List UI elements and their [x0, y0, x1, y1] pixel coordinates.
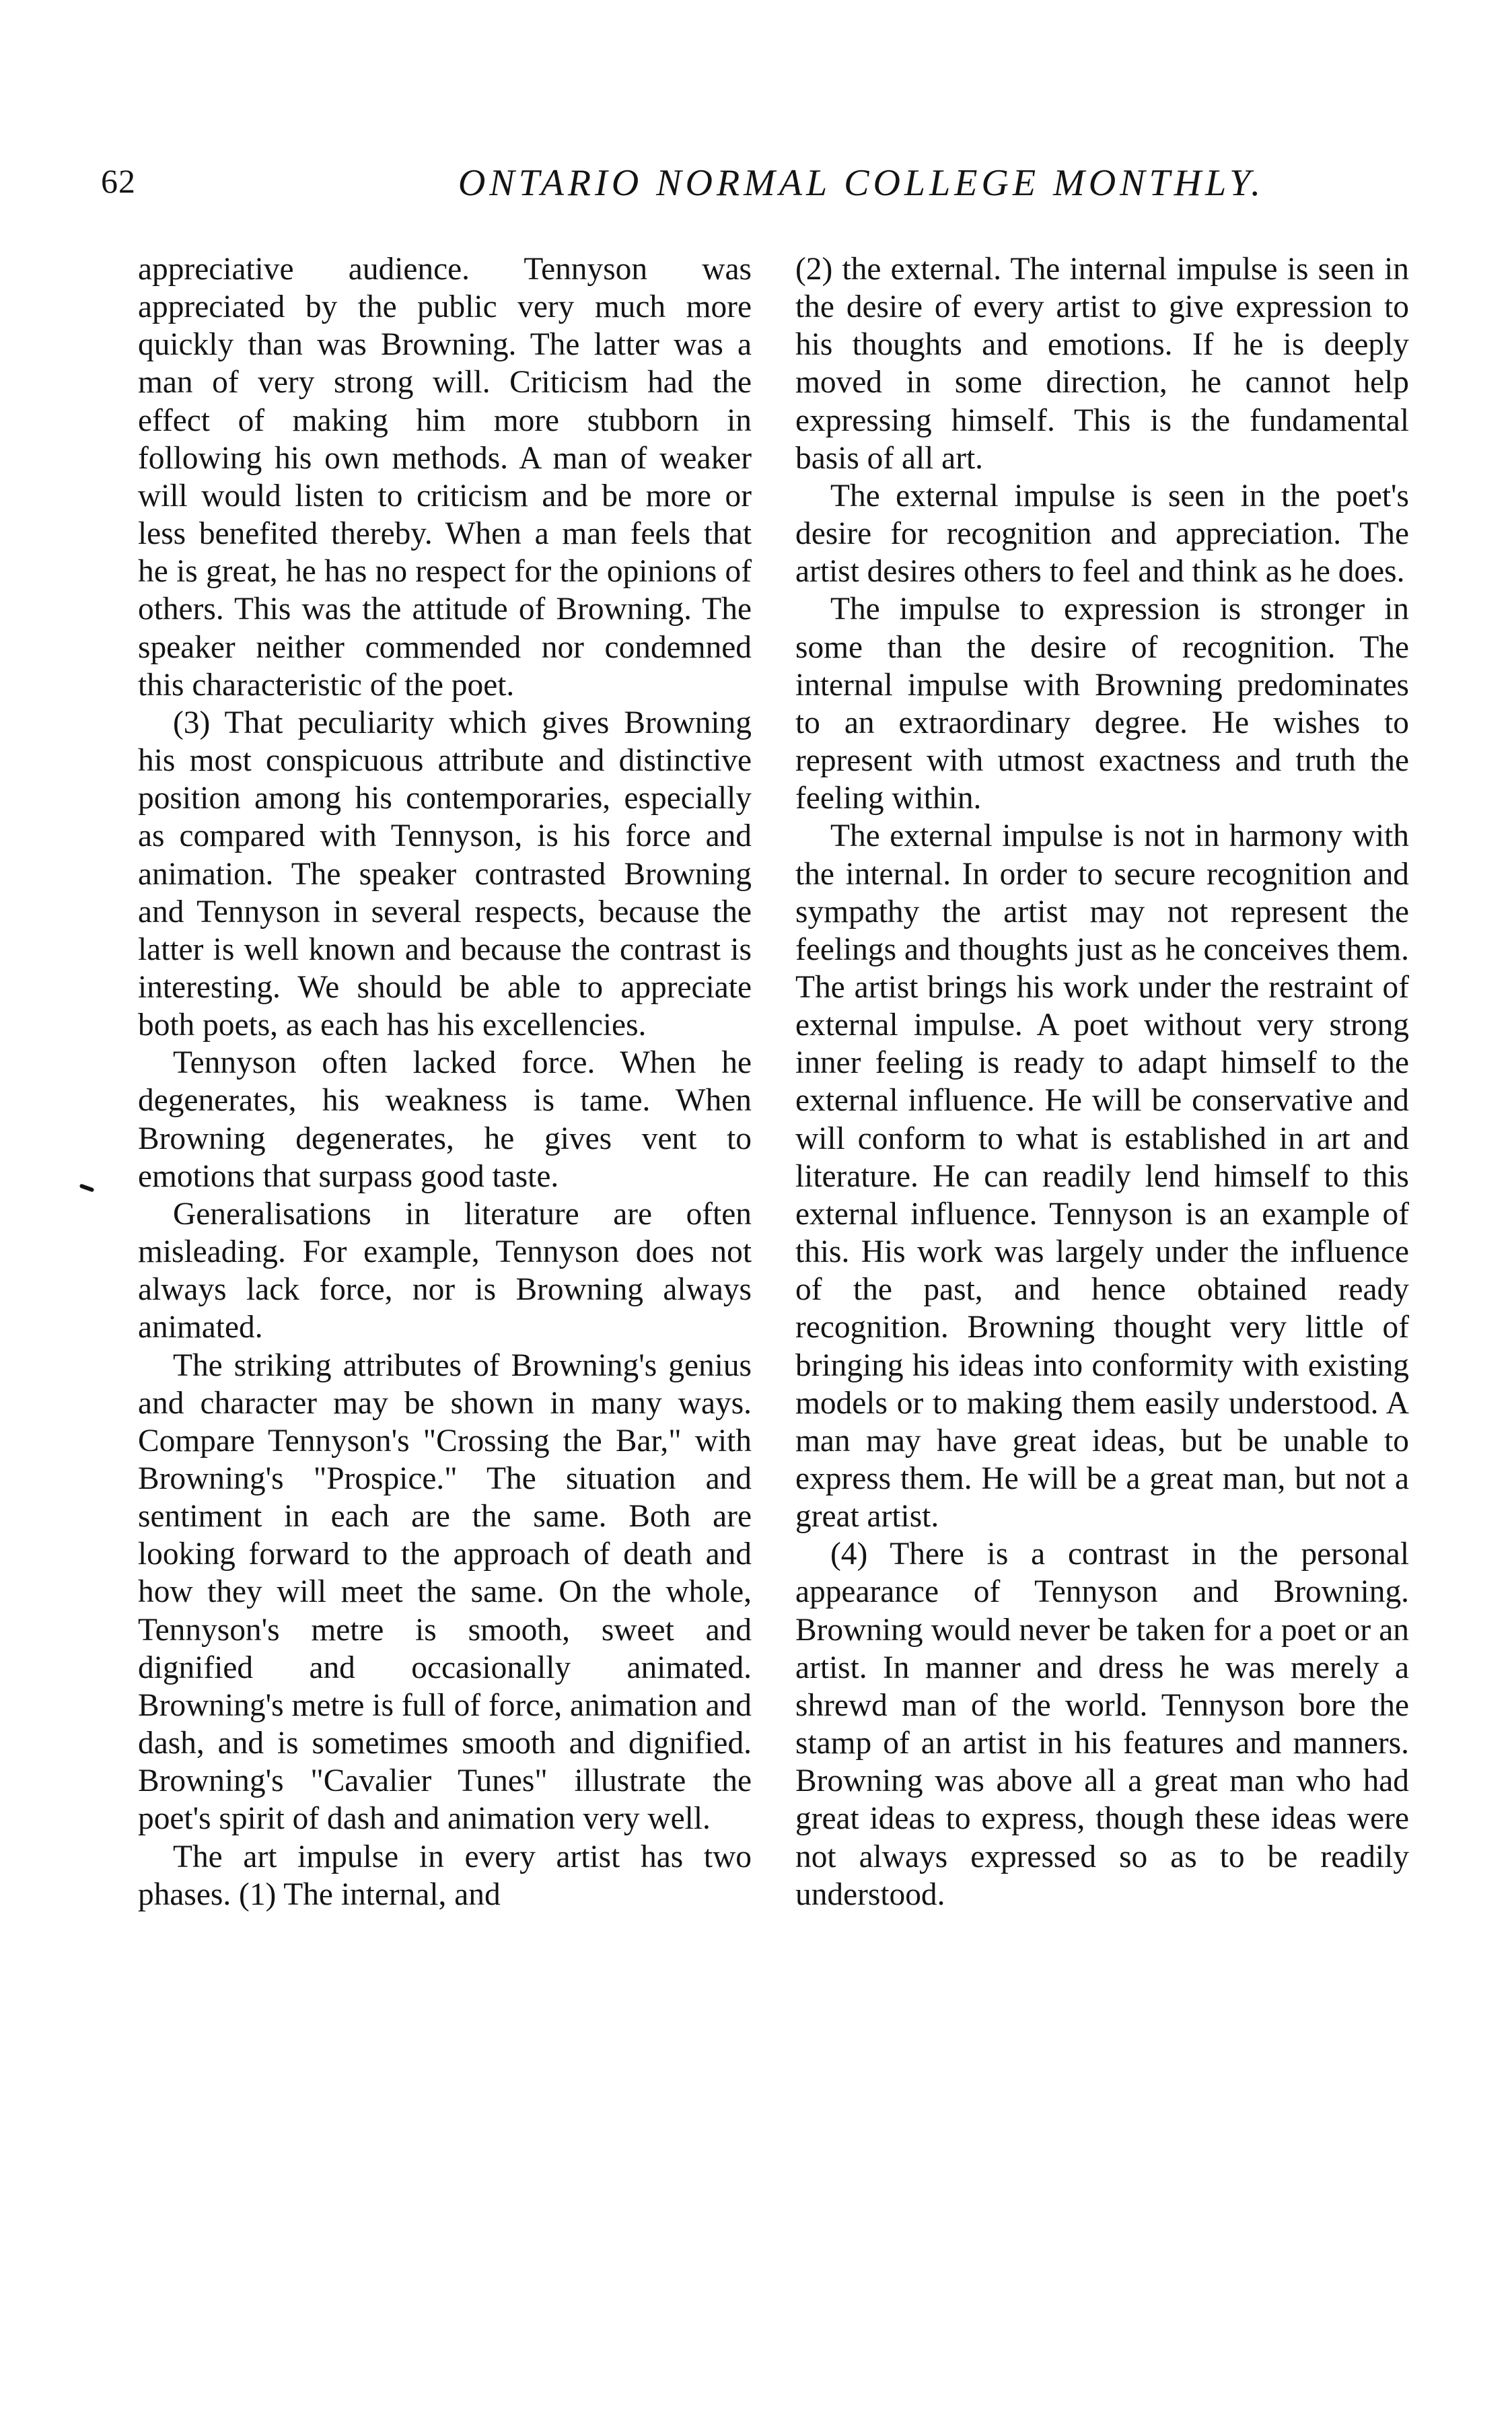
- margin-mark: [79, 1183, 95, 1192]
- paragraph: Generalisations in literature are often misleading. For example, Tennyson does not always lack force, nor is Browning always animated.: [138, 1196, 752, 1345]
- paragraph: The striking attributes of Browning's genius and character may be shown in many ways. Compare Tennyson's "Crossing the Bar," with Browning's "Prospice." The situation and sentiment in each are the same. Both are looking forward to the approach of death and how they will meet the same. On the whole, Tennyson's metre is smooth, sweet and dignified and occasionally animated. Browning's metre is full of force, animation and dash, and is sometimes smooth and dignified. Browning's "Cavalier Tunes" illustrate the poet's spirit of dash and animation very well.: [138, 1347, 752, 1837]
- page-number: 62: [101, 162, 136, 200]
- running-title: ONTARIO NORMAL COLLEGE MONTHLY.: [458, 162, 1265, 204]
- paragraph: (3) That peculiarity which gives Browning his most conspicuous attribute and distinctive position among his contemporaries, especially as compared with Tennyson, is his force and animation. The speaker contrasted Browning and Tennyson in several respects, because the latter is well known and because the contrast is interesting. We should be able to appreciate both poets, as each has his excellencies.: [138, 705, 752, 1043]
- paragraph: appreciative audience. Tennyson was appreciated by the public very much more quickly than was Browning. The latter was a man of very strong will. Criticism had the effect of making him more stubborn in following his own methods. A man of weaker will would listen to criticism and be more or less benefited thereby. When a man feels that he is great, he has no respect for the opinions of others. This was the attitude of Browning. The speaker neither commended nor condemned this characteristic of the poet.: [138, 252, 752, 703]
- paragraph: The external impulse is seen in the poet's desire for recognition and appreciation. The artist desires others to feel and think as he does.: [795, 478, 1409, 590]
- paragraph: Tennyson often lacked force. When he degenerates, his weakness is tame. When Browning degenerates, he gives vent to emotions that surpass good taste.: [138, 1045, 752, 1194]
- page-header: [101, 162, 1420, 222]
- left-column: [138, 250, 752, 1913]
- paragraph: (2) the external. The internal impulse is seen in the desire of every artist to give expression to his thoughts and emotions. If he is deeply moved in some direction, he cannot help expressing himself. This is the fundamental basis of all art.: [795, 252, 1409, 476]
- paragraph: The art impulse in every artist has two phases. (1) The internal, and: [138, 1839, 752, 1912]
- paragraph: (4) There is a contrast in the personal appearance of Tennyson and Browning. Browning would never be taken for a poet or an artist. In manner and dress he was merely a shrewd man of the world. Tennyson bore the stamp of an artist in his features and manners. Browning was above all a great man who had great ideas to express, though these ideas were not always expressed so as to be readily understood.: [795, 1537, 1409, 1912]
- paragraph: The external impulse is not in harmony with the internal. In order to secure recognition and sympathy the artist may not represent the feelings and thoughts just as he conceives them. The artist brings his work under the restraint of external impulse. A poet without very strong inner feeling is ready to adapt himself to the external influence. He will be conservative and will conform to what is established in art and literature. He can readily lend himself to this external influence. Tennyson is an example of this. His work was largely under the influence of the past, and hence obtained ready recognition. Browning thought very little of bringing his ideas into conformity with existing models or to making them easily understood. A man may have great ideas, but be unable to express them. He will be a great man, but not a great artist.: [795, 818, 1409, 1535]
- right-column: [795, 250, 1409, 1913]
- paragraph: The impulse to expression is stronger in some than the desire of recognition. The internal impulse with Browning predominates to an extraordinary degree. He wishes to represent with utmost exactness and truth the feeling within.: [795, 592, 1409, 816]
